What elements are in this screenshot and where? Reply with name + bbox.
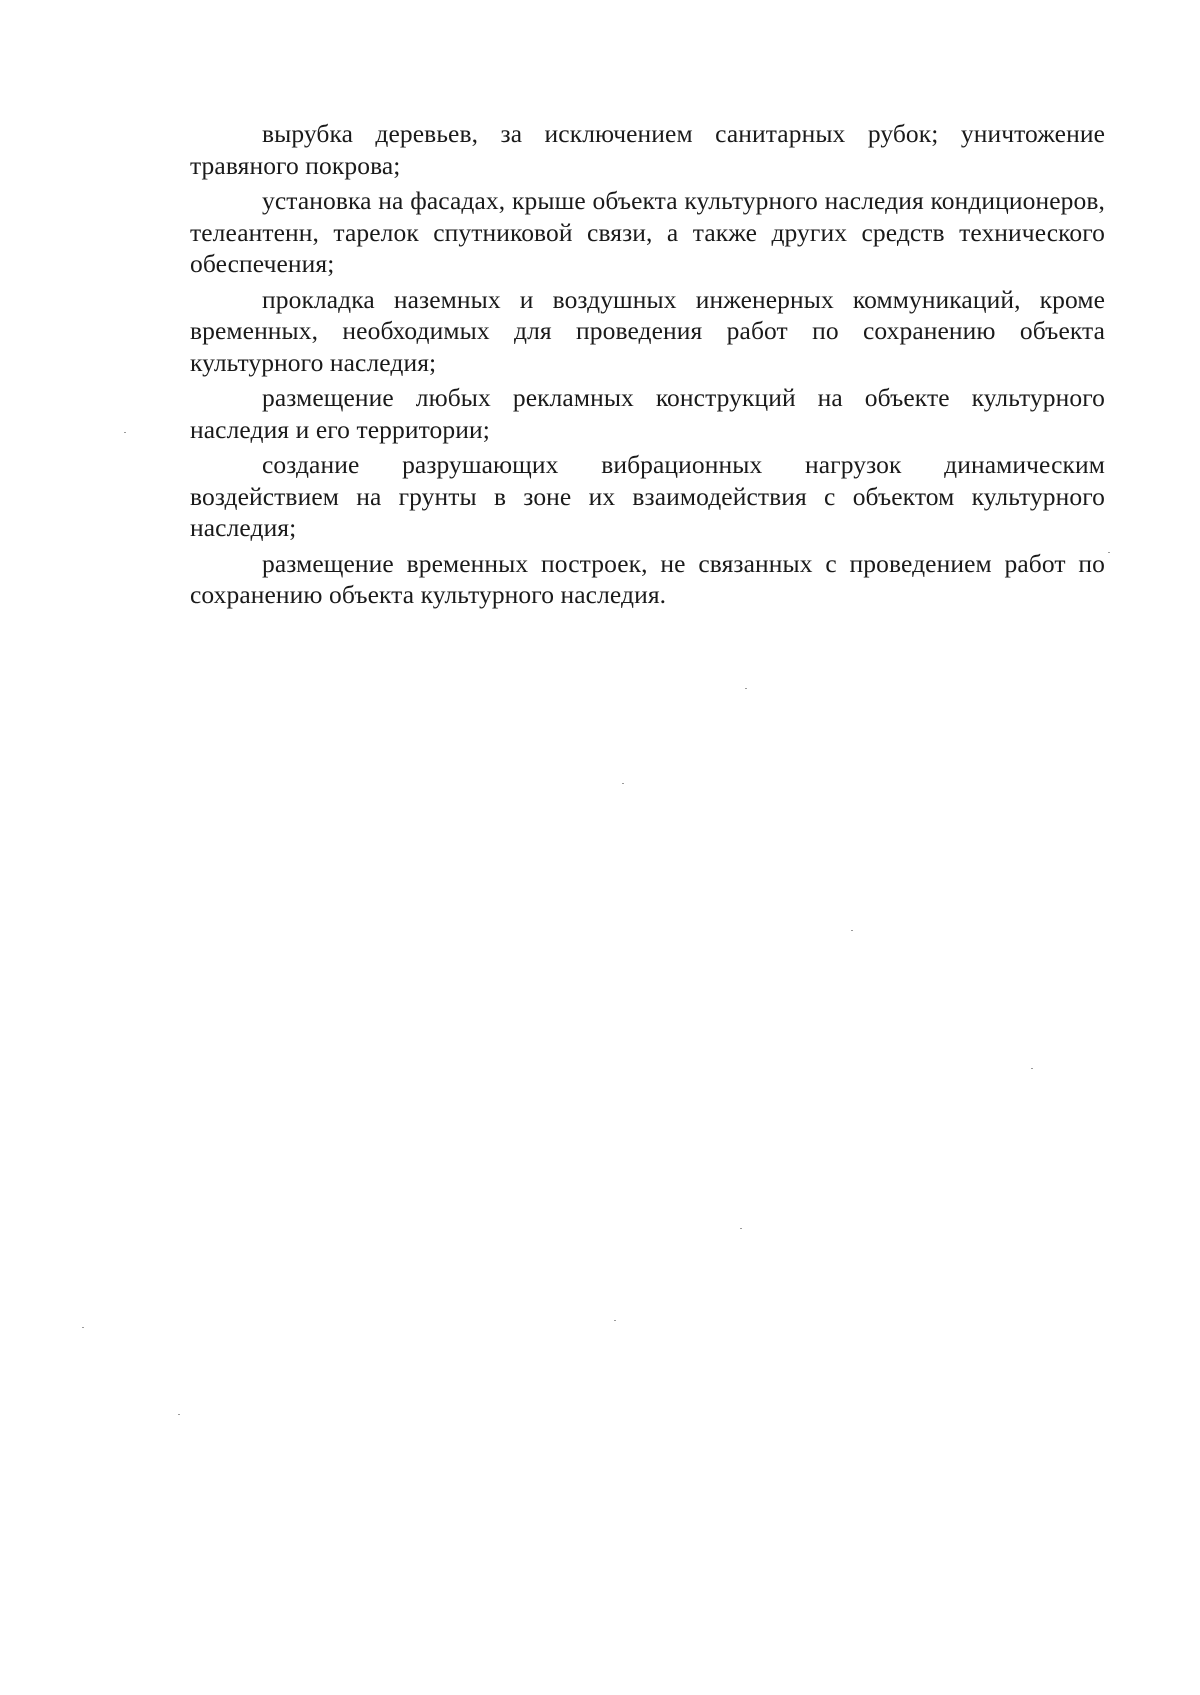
scan-speck	[1031, 1068, 1033, 1069]
scan-speck	[82, 1327, 84, 1328]
scan-speck	[614, 1320, 616, 1321]
scan-speck	[622, 783, 624, 784]
paragraph-facade-equipment: установка на фасадах, крыше объекта культурного наследия кондиционеров, телеантенн, тарелок спутниковой связи, а также других средств технического обеспечения;	[190, 186, 1105, 278]
paragraph-tree-felling: вырубка деревьев, за исключением санитарных рубок; уничтожение травяного покрова;	[190, 119, 1105, 180]
paragraph-utility-lines: прокладка наземных и воздушных инженерных коммуникаций, кроме временных, необходимых для проведения работ по сохранению объекта культурного наследия;	[190, 284, 1105, 377]
scan-speck	[178, 1414, 180, 1415]
scan-speck	[1108, 552, 1110, 553]
document-body	[190, 118, 1105, 615]
paragraph-advertising: размещение любых рекламных конструкций на объекте культурного наследия и его территории;	[190, 383, 1105, 444]
scan-speck	[124, 432, 126, 433]
scan-speck	[740, 1228, 742, 1229]
scan-speck	[745, 688, 747, 689]
scan-speck	[851, 930, 853, 931]
paragraph-temporary-buildings: размещение временных построек, не связанных с проведением работ по сохранению объекта культурного наследия.	[190, 548, 1105, 609]
paragraph-vibration-loads: создание разрушающих вибрационных нагрузок динамическим воздействием на грунты в зоне их взаимодействия с объектом культурного наследия;	[190, 450, 1105, 542]
